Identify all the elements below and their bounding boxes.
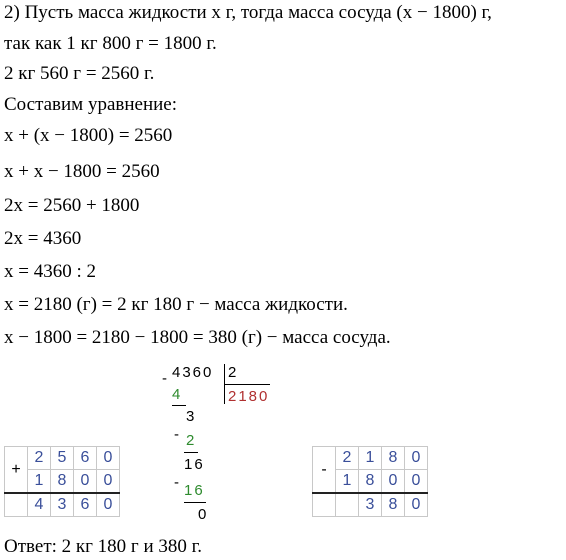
grid-cell: 0 [405,447,428,470]
text-line-2: так как 1 кг 800 г = 1800 г. [4,33,217,54]
text-line-result-1: x = 2180 (г) = 2 кг 180 г − масса жидкости. [4,294,348,315]
minus-sign: - [174,474,181,491]
equation-line-1: x + (x − 1800) = 2560 [4,125,173,146]
text-line-3: 2 кг 560 г = 2560 г. [4,63,155,84]
step-line-1 [172,405,186,406]
grid-cell: 0 [97,493,120,517]
step-3: 2 [186,432,197,449]
grid-cell: 1 [336,470,359,494]
grid-cell: 0 [74,470,97,494]
grid-cell: 0 [405,493,428,517]
grid-cell: 0 [97,447,120,470]
divisor: 2 [228,364,239,381]
grid-cell: 8 [382,493,405,517]
grid-cell: 4 [28,493,51,517]
step-2: 3 [186,408,197,425]
text-line-4: Составим уравнение: [4,94,178,115]
grid-cell: 3 [359,493,382,517]
minus-sign: - [162,370,169,387]
subtraction-grid [312,446,428,517]
grid-cell [313,493,336,517]
minus-sign: - [174,426,181,443]
long-division [160,360,280,530]
grid-cell: 5 [51,447,74,470]
grid-cell: 8 [382,447,405,470]
step-4: 16 [184,456,205,473]
minus-sign: - [313,447,336,494]
addition-grid [4,446,120,517]
grid-cell: 2 [28,447,51,470]
step-line-3 [184,502,206,503]
grid-cell: 1 [28,470,51,494]
grid-cell [336,493,359,517]
text-line-1: 2) Пусть масса жидкости x г, тогда масса сосуда (x − 1800) г, [4,2,492,23]
grid-cell: 0 [382,470,405,494]
equation-line-3: 2x = 2560 + 1800 [4,195,140,216]
equation-line-5: x = 4360 : 2 [4,261,96,282]
dividend: 4360 [172,364,214,381]
plus-sign: + [5,447,28,494]
step-line-2 [184,452,198,453]
grid-cell: 0 [97,470,120,494]
step-1: 4 [172,386,183,403]
equation-line-4: 2x = 4360 [4,228,82,249]
grid-cell: 3 [51,493,74,517]
step-6: 0 [198,506,209,523]
grid-cell: 1 [359,447,382,470]
answer-text: Ответ: 2 кг 180 г и 380 г. [4,536,203,557]
grid-cell [5,493,28,517]
division-bar-horizontal [224,384,270,385]
grid-cell: 0 [405,470,428,494]
quotient: 2180 [228,388,270,405]
equation-line-2: x + x − 1800 = 2560 [4,161,160,182]
text-line-result-2: x − 1800 = 2180 − 1800 = 380 (г) − масса сосуда. [4,327,391,348]
step-5: 16 [184,482,205,499]
grid-cell: 2 [336,447,359,470]
grid-cell: 6 [74,493,97,517]
grid-cell: 8 [51,470,74,494]
grid-cell: 6 [74,447,97,470]
grid-cell: 8 [359,470,382,494]
